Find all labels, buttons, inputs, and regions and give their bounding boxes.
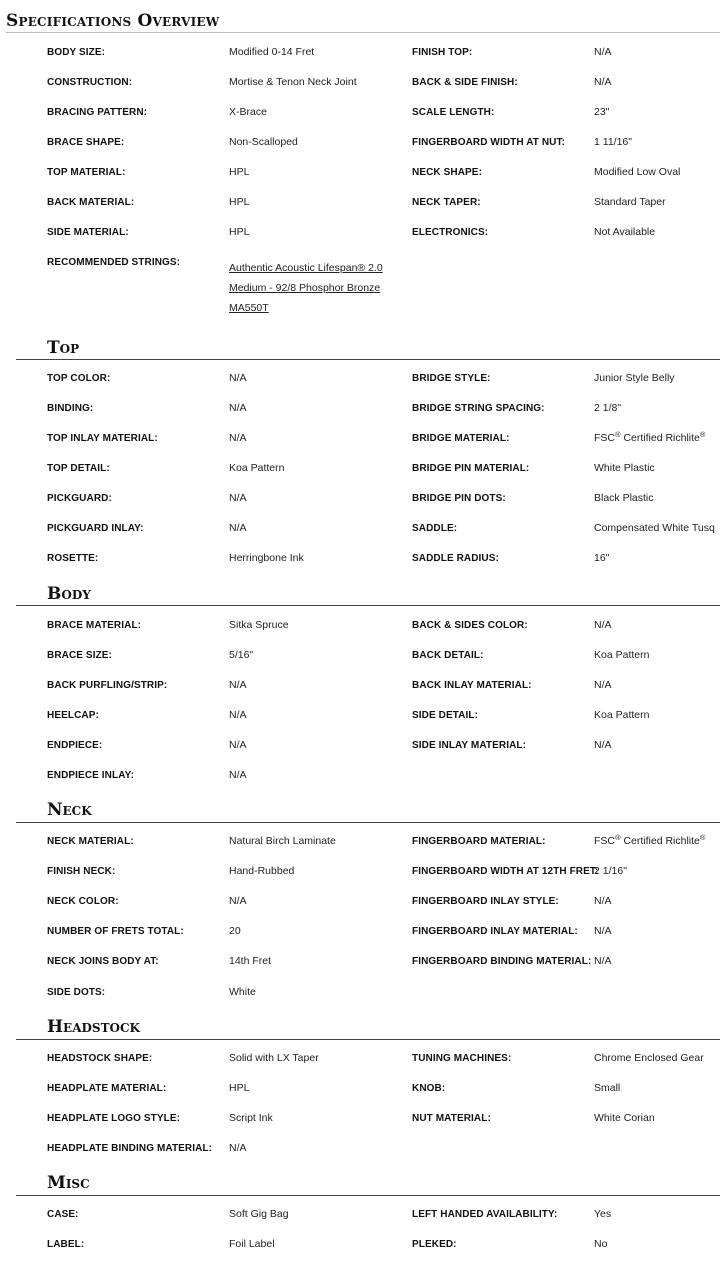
spec-label: FINGERBOARD BINDING MATERIAL: <box>412 956 592 967</box>
section-title-headstock: Headstock <box>47 1017 140 1037</box>
spec-value: N/A <box>594 955 612 967</box>
spec-value: 14th Fret <box>229 955 272 967</box>
spec-value: N/A <box>229 522 247 534</box>
spec-label: BODY SIZE: <box>47 47 106 58</box>
spec-label: BACK DETAIL: <box>412 650 484 661</box>
spec-value: 16" <box>594 552 610 564</box>
spec-label: BACK MATERIAL: <box>47 197 135 208</box>
fsc-text: FSC <box>594 432 615 444</box>
spec-label: HEELCAP: <box>47 710 99 721</box>
spec-value: N/A <box>229 709 247 721</box>
spec-label: FINISH TOP: <box>412 47 473 58</box>
recommended-strings-link-line-2[interactable]: Medium - 92/8 Phosphor Bronze <box>229 282 381 294</box>
spec-label: BRACE SHAPE: <box>47 137 125 148</box>
section-divider <box>16 605 720 606</box>
spec-label: SIDE DETAIL: <box>412 710 479 721</box>
spec-value: Compensated White Tusq <box>594 522 715 534</box>
spec-label: SIDE MATERIAL: <box>47 227 129 238</box>
spec-value: Black Plastic <box>594 492 654 504</box>
spec-value: Mortise & Tenon Neck Joint <box>229 76 357 88</box>
spec-label: LEFT HANDED AVAILABILITY: <box>412 1209 558 1220</box>
certified-text: Certified Richlite <box>620 835 700 847</box>
spec-value: N/A <box>229 739 247 751</box>
spec-label: NECK SHAPE: <box>412 167 482 178</box>
spec-label: RECOMMENDED STRINGS: <box>47 257 181 268</box>
spec-label: TOP MATERIAL: <box>47 167 126 178</box>
section-divider <box>16 1195 720 1196</box>
spec-label: HEADPLATE MATERIAL: <box>47 1083 167 1094</box>
spec-row <box>0 677 720 697</box>
spec-row <box>0 104 720 124</box>
spec-value: White Plastic <box>594 462 655 474</box>
spec-value: 2 1/8" <box>594 402 622 414</box>
spec-row <box>0 520 720 540</box>
spec-value: Non-Scalloped <box>229 136 298 148</box>
spec-value: N/A <box>594 76 612 88</box>
registered-mark: ® <box>699 833 706 842</box>
spec-label: BACK & SIDE FINISH: <box>412 77 518 88</box>
spec-label: HEADPLATE LOGO STYLE: <box>47 1113 181 1124</box>
spec-row <box>0 923 720 943</box>
spec-row <box>0 833 720 853</box>
spec-row <box>0 737 720 757</box>
spec-value: 20 <box>229 925 241 937</box>
section-divider <box>16 359 720 360</box>
spec-value: Solid with LX Taper <box>229 1052 319 1064</box>
fsc-text: FSC <box>594 835 615 847</box>
spec-value: N/A <box>229 679 247 691</box>
spec-label: FINGERBOARD WIDTH AT 12TH FRET: <box>412 866 599 877</box>
spec-row <box>0 134 720 154</box>
recommended-strings-link-line-3[interactable]: MA550T <box>229 302 269 314</box>
spec-row <box>0 617 720 637</box>
spec-row <box>0 767 720 787</box>
registered-mark: ® <box>615 833 621 842</box>
spec-row <box>0 430 720 450</box>
spec-label: BRACE SIZE: <box>47 650 112 661</box>
spec-value: Script Ink <box>229 1112 273 1124</box>
page-title: Specifications Overview <box>6 11 220 31</box>
spec-label: PICKGUARD: <box>47 493 112 504</box>
spec-value: Not Available <box>594 226 656 238</box>
spec-value: N/A <box>594 619 612 631</box>
recommended-strings-link-line-1[interactable]: Authentic Acoustic Lifespan® 2.0 <box>229 262 383 274</box>
spec-label: BRIDGE STYLE: <box>412 373 491 384</box>
spec-label: FINISH NECK: <box>47 866 116 877</box>
spec-value: N/A <box>594 739 612 751</box>
spec-row <box>0 44 720 64</box>
spec-value: N/A <box>594 679 612 691</box>
spec-row <box>0 164 720 184</box>
spec-value: No <box>594 1238 608 1250</box>
spec-label: SIDE INLAY MATERIAL: <box>412 740 527 751</box>
spec-label: KNOB: <box>412 1083 446 1094</box>
spec-label: NUMBER OF FRETS TOTAL: <box>47 926 184 937</box>
spec-row <box>0 1080 720 1100</box>
spec-value: N/A <box>594 46 612 58</box>
spec-label: HEADPLATE BINDING MATERIAL: <box>47 1143 213 1154</box>
spec-label: PLEKED: <box>412 1239 457 1250</box>
section-title-neck: Neck <box>47 800 92 820</box>
spec-row <box>0 490 720 510</box>
spec-row <box>0 74 720 94</box>
spec-label: FINGERBOARD WIDTH AT NUT: <box>412 137 566 148</box>
spec-value: Sitka Spruce <box>229 619 289 631</box>
section-divider <box>16 822 720 823</box>
spec-row <box>0 1140 720 1160</box>
spec-label: BRIDGE PIN MATERIAL: <box>412 463 530 474</box>
section-title-misc: Misc <box>47 1173 90 1193</box>
spec-row <box>0 1050 720 1070</box>
spec-label: NECK MATERIAL: <box>47 836 134 847</box>
spec-row <box>0 984 720 1004</box>
spec-label: SADDLE: <box>412 523 458 534</box>
spec-row <box>0 1236 720 1256</box>
spec-value: Foil Label <box>229 1238 275 1250</box>
spec-value: N/A <box>229 895 247 907</box>
spec-label: TOP DETAIL: <box>47 463 110 474</box>
registered-mark: ® <box>615 430 621 439</box>
spec-value: Koa Pattern <box>594 649 650 661</box>
spec-label: BRIDGE PIN DOTS: <box>412 493 506 504</box>
spec-row <box>0 370 720 390</box>
spec-value: N/A <box>229 372 247 384</box>
spec-label: HEADSTOCK SHAPE: <box>47 1053 153 1064</box>
spec-label: SIDE DOTS: <box>47 987 106 998</box>
section-title-body: Body <box>47 584 91 604</box>
spec-label: SADDLE RADIUS: <box>412 553 499 564</box>
spec-row <box>0 550 720 570</box>
spec-label: ENDPIECE: <box>47 740 103 751</box>
spec-label: FINGERBOARD MATERIAL: <box>412 836 546 847</box>
spec-row <box>0 863 720 883</box>
spec-label: ELECTRONICS: <box>412 227 489 238</box>
spec-row <box>0 707 720 727</box>
spec-label: FINGERBOARD INLAY MATERIAL: <box>412 926 578 937</box>
spec-value: Small <box>594 1082 621 1094</box>
spec-label: FINGERBOARD INLAY STYLE: <box>412 896 559 907</box>
spec-value: White Corian <box>594 1112 655 1124</box>
spec-label: ENDPIECE INLAY: <box>47 770 135 781</box>
spec-value: N/A <box>229 1142 247 1154</box>
spec-value: Chrome Enclosed Gear <box>594 1052 704 1064</box>
spec-label: TOP COLOR: <box>47 373 111 384</box>
spec-label: LABEL: <box>47 1239 85 1250</box>
spec-value: HPL <box>229 1082 250 1094</box>
spec-value: N/A <box>229 769 247 781</box>
spec-value: 1 11/16" <box>594 136 632 148</box>
spec-value: Yes <box>594 1208 612 1220</box>
registered-mark: ® <box>699 430 706 439</box>
spec-value: 5/16" <box>229 649 254 661</box>
spec-row <box>0 400 720 420</box>
spec-value: HPL <box>229 166 250 178</box>
section-divider <box>16 1039 720 1040</box>
spec-label: BACK INLAY MATERIAL: <box>412 680 532 691</box>
spec-label: TOP INLAY MATERIAL: <box>47 433 158 444</box>
spec-label: PICKGUARD INLAY: <box>47 523 144 534</box>
spec-value: 23" <box>594 106 610 118</box>
spec-value: Natural Birch Laminate <box>229 835 336 847</box>
spec-value: N/A <box>594 925 612 937</box>
spec-row <box>0 1110 720 1130</box>
spec-value: N/A <box>594 895 612 907</box>
spec-row <box>0 1206 720 1226</box>
spec-row <box>0 460 720 480</box>
spec-value: HPL <box>229 226 250 238</box>
spec-row <box>0 953 720 973</box>
title-divider <box>6 32 720 33</box>
spec-label: BRACING PATTERN: <box>47 107 148 118</box>
spec-value: Soft Gig Bag <box>229 1208 289 1220</box>
spec-value: N/A <box>229 432 247 444</box>
spec-value: White <box>229 986 256 998</box>
spec-row <box>0 194 720 214</box>
spec-value: X-Brace <box>229 106 267 118</box>
spec-value: N/A <box>229 402 247 414</box>
spec-label: TUNING MACHINES: <box>412 1053 512 1064</box>
spec-label: BINDING: <box>47 403 94 414</box>
spec-value: Standard Taper <box>594 196 666 208</box>
spec-value: Koa Pattern <box>594 709 650 721</box>
section-title-top: Top <box>47 338 80 358</box>
spec-label: NECK COLOR: <box>47 896 119 907</box>
spec-value: Modified Low Oval <box>594 166 681 178</box>
spec-value: 2 1/16" <box>594 865 627 877</box>
spec-value: N/A <box>229 492 247 504</box>
spec-value <box>594 835 705 847</box>
spec-label: BRIDGE STRING SPACING: <box>412 403 545 414</box>
spec-row <box>0 893 720 913</box>
spec-value <box>594 432 705 444</box>
spec-label: NECK JOINS BODY AT: <box>47 956 159 967</box>
spec-value: Koa Pattern <box>229 462 285 474</box>
spec-value: Herringbone Ink <box>229 552 304 564</box>
spec-row <box>0 647 720 667</box>
spec-value: Modified 0-14 Fret <box>229 46 315 58</box>
spec-label: NUT MATERIAL: <box>412 1113 491 1124</box>
spec-value: Hand-Rubbed <box>229 865 295 877</box>
spec-label: CONSTRUCTION: <box>47 77 133 88</box>
spec-label: BACK & SIDES COLOR: <box>412 620 528 631</box>
spec-label: SCALE LENGTH: <box>412 107 495 118</box>
spec-label: BRIDGE MATERIAL: <box>412 433 510 444</box>
spec-label: BACK PURFLING/STRIP: <box>47 680 168 691</box>
spec-value: HPL <box>229 196 250 208</box>
spec-label: BRACE MATERIAL: <box>47 620 142 631</box>
spec-label: CASE: <box>47 1209 79 1220</box>
spec-value: Junior Style Belly <box>594 372 675 384</box>
spec-row <box>0 224 720 244</box>
spec-label: NECK TAPER: <box>412 197 481 208</box>
certified-text: Certified Richlite <box>620 432 700 444</box>
spec-label: ROSETTE: <box>47 553 99 564</box>
